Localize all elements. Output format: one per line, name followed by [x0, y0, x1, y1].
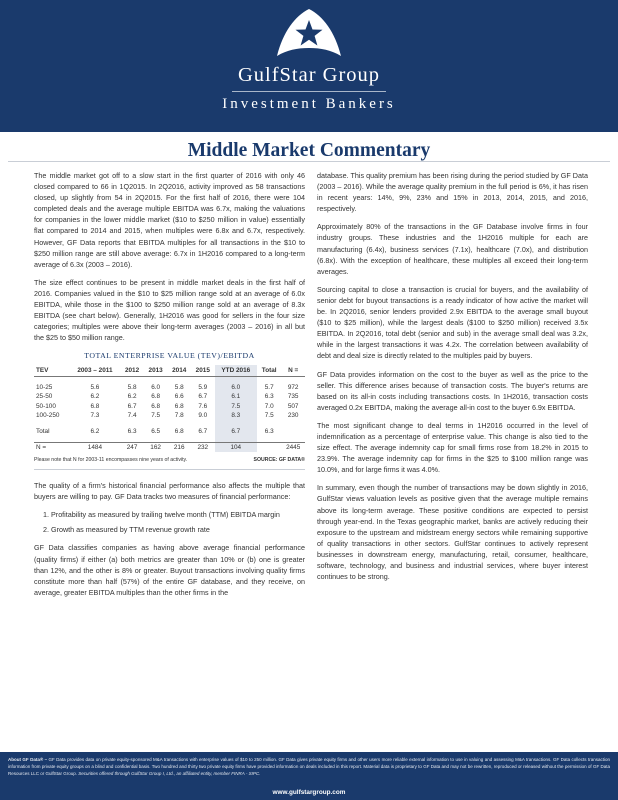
paragraph-quality-premium: database. This quality premium has been rising during the period studied by GF Data (2003 – 2016). While the average quality premium in the full period is 6%, it has risen in recent years: 14%, 9%, 23% and 15% in 2013, 2014, 2015, and 2016, respectively. — [317, 171, 588, 214]
table-cell: 247 — [120, 442, 144, 452]
table-cell: 7.0 — [264, 402, 274, 410]
col-header-2013: 2013 — [144, 365, 168, 377]
brand-tagline: Investment Bankers — [222, 96, 396, 112]
col-header-2015: 2015 — [191, 365, 215, 377]
chart-footnote: Please note that N for 2003-11 encompasses nine years of activity. — [34, 457, 188, 463]
paragraph-market-start: The middle market got off to a slow start in the first quarter of 2016 with only 46 closed compared to 66 in 1Q2015. In 2Q2016, activity improved as 58 transactions closed, up slightly from 54 in 2Q2015. For the first half of 2016, there were 104 completed deals and the average multiple EBITDA was 6.7x, making the valuations for companies in the lower middle market ($10 to $250 million in value) essentially flat compared to 2014 and 2015, when multiples were 6.8x and 6.7x, respectively. However, GF Data reports that EBITDA multiples for all transactions in the $10 to $250 million range are still above average: 6.7x in 1H2016 compared to a long-term average of 6.3x (2003 – 2016). — [34, 171, 305, 269]
table-cell: 6.7 — [198, 427, 208, 435]
title-divider — [8, 161, 610, 162]
table-cell: 7.4 — [127, 412, 137, 419]
row-label-cell: 25-50 — [36, 393, 53, 400]
row-label-cell: Total — [36, 427, 50, 435]
table-cell: 6.8 — [151, 393, 161, 400]
tev-ebitda-table — [34, 365, 305, 453]
table-cell: 507 — [287, 402, 299, 410]
table-cell: 5.7 — [264, 383, 274, 391]
table-cell: 8.3 — [215, 411, 257, 421]
table-cell: 1484 — [70, 442, 121, 452]
list-item: 1. Profitability as measured by trailing twelve month (TTM) EBITDA margin — [43, 509, 305, 520]
table-cell: 6.8 — [174, 402, 184, 410]
paragraph-indemnification: The most significant change to deal terms in 1H2016 occurred in the level of indemnification as a percentage of enterprise value. This change is also tied to the size effect. The average indemnity cap for small firms rose from 18.2% in 2015 to 23.9%. The average indemnity cap for firms in the $25 to $100 million range was 10.0%, and for large firms it was 4.0%. — [317, 420, 588, 475]
table-cell: 162 — [144, 442, 168, 452]
table-cell: 6.8 — [90, 402, 100, 410]
row-label-cell: 100-250 — [36, 412, 60, 419]
table-cell: 104 — [215, 442, 257, 452]
table-cell: 6.2 — [90, 427, 100, 435]
right-column — [317, 170, 588, 589]
table-cell — [257, 442, 281, 452]
table-cell: 6.8 — [151, 402, 161, 410]
footer — [0, 752, 618, 800]
table-header-row — [34, 365, 305, 377]
table-cell: 735 — [287, 393, 299, 400]
table-row — [34, 383, 305, 393]
table-cell: 2445 — [281, 442, 305, 452]
table-cell: 7.6 — [198, 402, 208, 410]
page-title: Middle Market Commentary — [187, 140, 431, 161]
paragraph-transaction-costs: GF Data provides information on the cost to the buyer as well as the price to the seller. This difference arises because of transaction costs. The buyer's returns are based on its all-in costs including transactions costs. In 1H2016, transaction costs averaged 0.2x EBITDA, making the average all-in cost to the buyer 6.9x EBITDA. — [317, 369, 588, 412]
table-cell: 6.7 — [215, 427, 257, 437]
table-cell: 6.7 — [198, 393, 208, 400]
table-n-row — [34, 442, 305, 452]
paragraph-sourcing-capital: Sourcing capital to close a transaction is crucial for buyers, and the availability of senior debt for buyout transactions is a ready indicator of how active the market will be. In 2Q2016, senior lenders provided 2.9x EBITDA to the average small buyout ($10 to $25 million), while the largest deals ($100 to $250 million) received 3.5x EBITDA. In 2Q2016, total debt (senior and sub) in the average small deal was 3.2x, while in the largest transactions it was 4.2x. The correlation between availability of debt and deal size is directly related to the multiples paid by buyers. — [317, 284, 588, 361]
col-header-2003-2011: 2003 – 2011 — [70, 365, 121, 377]
table-cell: 5.8 — [174, 383, 184, 391]
table-cell: 7.5 — [215, 402, 257, 412]
table-cell: 5.6 — [90, 383, 100, 391]
row-label-cell: 50-100 — [36, 402, 56, 410]
tev-table-body — [34, 377, 305, 453]
table-cell — [281, 427, 305, 437]
table-cell: 6.1 — [215, 392, 257, 402]
gulfstar-star-logo-icon — [275, 8, 343, 58]
table-cell: 6.7 — [127, 402, 137, 410]
footer-about-label: About GF Data® – — [8, 757, 48, 762]
table-row — [34, 402, 305, 412]
paragraph-summary: In summary, even though the number of transactions may be down slightly in 2016, GulfStar views valuation levels as positive given that the average multiple remains above its long-term average. These positive conditions are expected to persist through year-end. In the Texas geographic market, banks are actively reducing their exposure to the upstream and midstream energy sectors while remaining supportive of quality transactions in other sectors. GulfStar continues to actively represent businesses in downstream energy, manufacturing, retail, consumer, healthcare, software, technology, and business and industrial services, where buyer interest continues to be strong. — [317, 483, 588, 582]
table-cell: 5.8 — [127, 383, 137, 391]
table-cell: 6.3 — [264, 427, 274, 435]
paragraph-size-effect: The size effect continues to be present in middle market deals in the first half of 2016. Companies valued in the $10 to $25 million range sold at an average of 6.0x EBITDA, while those in the $100 to $250 million range sold at an average of 8.3x EBITDA (see chart below). Generally, 1H2016 was good for sellers in the four size categories; multiples were above their long-term averages (2003 – 2016) in all but the $25 to $50 million range. — [34, 277, 305, 343]
col-header-2012: 2012 — [120, 365, 144, 377]
col-header-ytd-2016: YTD 2016 — [215, 365, 257, 377]
table-cell: 6.3 — [264, 393, 274, 400]
list-item: 2. Growth as measured by TTM revenue growth rate — [43, 524, 305, 535]
paragraph-quality-firms: GF Data classifies companies as having above average financial performance (quality firms) if either (a) both metrics are greater than 10% or (b) one is greater than 12%, and the other is 8% or greater. Buyout transactions involving quality firms constitute more than half (57%) of the entire GF database, and they receive, on average, greater EBITDA multiples than the other firms in the — [34, 543, 305, 597]
col-header-total: Total — [257, 365, 281, 377]
paragraph-industry-groups: Approximately 80% of the transactions in the GF Database involve firms in four industry groups. These industries and the 1H2016 multiple for each are manufacturing (6.4x), business services (7.1x), healthcare (7.0x), and distribution (6.8x). With the exception of healthcare, these multiples all exceed their long-term averages. — [317, 222, 588, 276]
chart-source: SOURCE: GF DATA® — [253, 457, 305, 463]
row-label-cell: 10-25 — [36, 383, 53, 391]
chart-title: TOTAL ENTERPRISE VALUE (TEV)/EBITDA — [84, 351, 255, 361]
table-cell: 7.5 — [264, 412, 274, 419]
table-cell: 6.2 — [90, 393, 100, 400]
chart-divider — [34, 469, 305, 470]
col-header-n: N = — [281, 365, 305, 377]
col-header-2014: 2014 — [167, 365, 191, 377]
table-cell: 6.8 — [174, 427, 184, 435]
table-cell: 6.5 — [151, 427, 161, 435]
table-cell: 972 — [287, 383, 299, 391]
table-total-row — [34, 427, 305, 437]
table-cell: 232 — [191, 442, 215, 452]
footer-securities-note: Securities offered through GulfStar Group I, Ltd., an affiliated entity, member FINRA - SIPC. — [78, 771, 261, 777]
chart-notes — [34, 455, 305, 466]
header-banner — [0, 0, 618, 132]
table-cell: 5.9 — [198, 383, 208, 391]
table-row — [34, 411, 305, 421]
table-cell: 7.5 — [151, 412, 161, 419]
table-cell: 216 — [167, 442, 191, 452]
performance-measures-list — [43, 509, 305, 535]
row-label-cell: N = — [34, 442, 70, 452]
table-cell: 230 — [287, 412, 299, 419]
table-cell: 7.3 — [90, 412, 100, 419]
footer-website-link[interactable]: www.gulfstargroup.com — [272, 789, 346, 796]
table-cell: 6.6 — [174, 393, 184, 400]
table-cell: 6.0 — [215, 383, 257, 393]
col-header-tev: TEV — [34, 365, 70, 377]
footer-disclaimer — [8, 756, 610, 777]
brand-name: GulfStar Group — [237, 64, 381, 86]
table-row — [34, 392, 305, 402]
footer-about-text: GF Data provides data on private equity-sponsored M&A transactions with enterprise values of $10 to 250 million. GF Data gives private equity firms and other users more reliable external information to use in valuing and assessing M&A transactions. GF Data collects transaction information from private equity groups on a blind and confidential basis. Two hundred and thirty two private equity firms have provided information on deals included in this report. Material data is proprietary to GF Data and may not be rewritten, reproduced or released without the permission of GF Data Resources LLC or GulfStar Group. — [8, 757, 610, 777]
table-cell: 9.0 — [198, 412, 208, 419]
table-cell: 6.2 — [127, 393, 137, 400]
left-column — [34, 170, 305, 605]
table-cell: 6.0 — [151, 383, 161, 391]
table-cell: 6.3 — [127, 427, 137, 435]
brand-divider — [232, 91, 386, 92]
paragraph-financial-quality: The quality of a firm's historical financial performance also affects the multiple that buyers are willing to pay. GF Data tracks two measures of financial performance: — [34, 481, 305, 502]
table-cell: 7.8 — [174, 412, 184, 419]
